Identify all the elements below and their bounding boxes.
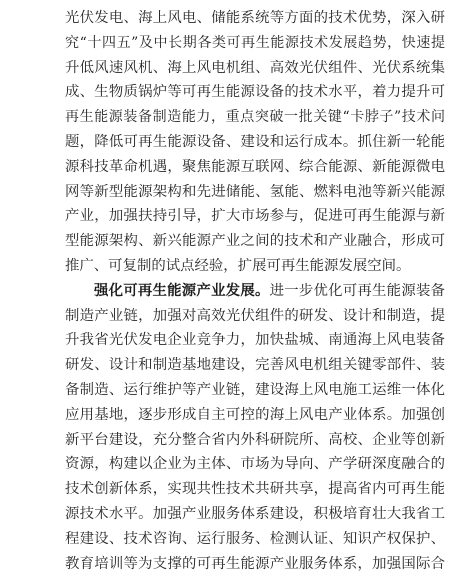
text-line: 教育培训等为支撑的可再生能源产业服务体系，加强国际合 [65, 555, 445, 572]
text-line: 推广、可复制的试点经验，扩展可再生能源发展空间。 [65, 257, 411, 274]
text-line: 究“十四五”及中长期各类可再生能源技术发展趋势，快速提 [65, 34, 445, 51]
text-line: 技术创新体系，实现共性技术共研共享，提高省内可再生能 [65, 481, 445, 498]
text-line: 升我省光伏发电企业竞争力，加快盐城、南通海上风电装备 [65, 332, 445, 349]
text-line: 成、生物质锅炉等可再生能源设备的技术水平，着力提升可 [65, 84, 445, 101]
text-line: 应用基地，逐步形成自主可控的海上风电产业体系。加强创 [65, 406, 445, 423]
text-line: 产业，加强扶持引导，扩大市场参与，促进可再生能源与新 [65, 208, 445, 225]
text-line: 研发、设计和制造基地建设，完善风电机组关键零部件、装 [65, 357, 445, 374]
text-line: 型能源架构、新兴能源产业之间的技术和产业融合，形成可 [65, 233, 445, 250]
text-line-first [65, 279, 445, 304]
text-line: 升低风速风机、海上风电机组、高效光伏组件、光伏系统集 [65, 59, 445, 76]
text-line: 源科技革命机遇，聚焦能源互联网、综合能源、新能源微电 [65, 158, 445, 175]
text-line: 制造产业链，加强对高效光伏组件的研发、设计和制造，提 [65, 307, 445, 324]
text-line: 源技术水平。加强产业服务体系建设，积极培育壮大我省工 [65, 505, 445, 522]
text-line: 再生能源装备制造能力，重点突破一批关键“卡脖子”技术问 [65, 109, 445, 126]
text-line: 网等新型能源架构和先进储能、氢能、燃料电池等新兴能源 [65, 183, 445, 200]
paragraph-heading: 强化可再生能源产业发展。 [94, 281, 270, 299]
text-line: 程建设、技术咨询、运行服务、检测认证、知识产权保护、 [65, 530, 445, 547]
text-line: 资源，构建以企业为主体、市场为导向、产学研深度融合的 [65, 456, 445, 473]
text-line: 新平台建设，充分整合省内外科研院所、高校、企业等创新 [65, 431, 445, 448]
text-line: 备制造、运行维护等产业链，建设海上风电施工运维一体化 [65, 381, 445, 398]
text-line-rest: 进一步优化可再生能源装备 [269, 282, 445, 299]
text-line: 题，降低可再生能源设备、建设和运行成本。抓住新一轮能 [65, 133, 445, 150]
text-line: 光伏发电、海上风电、储能系统等方面的技术优势，深入研 [65, 10, 445, 26]
body-text [65, 6, 445, 576]
paragraph-technology-innovation [65, 6, 445, 279]
paragraph-industry-development [65, 279, 445, 577]
